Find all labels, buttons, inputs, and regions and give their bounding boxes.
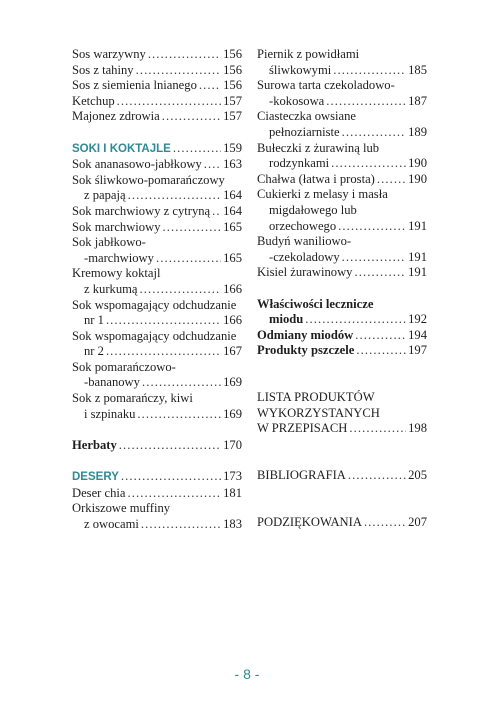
toc-left-column <box>72 47 242 532</box>
toc-entry-majonez[interactable]: Majonez zdrowia ..... 157 <box>72 109 242 125</box>
toc-entry-ciasteczka[interactable]: pełnoziarniste ..... 189 <box>257 125 427 141</box>
spacer <box>257 437 427 453</box>
dot-leader <box>331 156 406 172</box>
toc-entry-lista-produktow[interactable]: W PRZEPISACH ..... 198 <box>257 421 427 437</box>
dot-leader <box>342 125 406 141</box>
dot-leader <box>148 47 221 63</box>
toc-entry-line: Właściwości lecznicze <box>257 296 374 311</box>
toc-entry-deser-chia[interactable]: Deser chia ..... 181 <box>72 486 242 502</box>
toc-entry-budyn[interactable]: -czekoladowy ..... 191 <box>257 250 427 266</box>
toc-entry-line: Sok z pomarańczy, kiwi <box>72 391 193 406</box>
toc-entry-line: Sok jabłkowo- <box>72 235 146 250</box>
dot-leader <box>128 188 222 204</box>
toc-entry-line: Budyń waniliowo- <box>257 234 352 249</box>
dot-leader <box>117 94 221 110</box>
toc-entry-line: Orkiszowe muffiny <box>72 501 171 516</box>
toc-entry-line: Cukierki z melasy i masła <box>257 187 388 202</box>
spacer <box>257 484 427 500</box>
dot-leader <box>338 219 406 235</box>
toc-entry-sok-pomaranczowo[interactable]: -bananowy ..... 169 <box>72 375 242 391</box>
dot-leader <box>136 63 222 79</box>
toc-entry-sok-marchwiowy[interactable]: Sok marchwiowy ..... 165 <box>72 220 242 236</box>
toc-entry-line: Sok pomarańczowo- <box>72 359 176 374</box>
page-number: - 8 - <box>234 666 260 682</box>
spacer <box>72 422 242 438</box>
toc-entry-sok-odchudzanie-2[interactable]: nr 2 ..... 167 <box>72 344 242 360</box>
toc-entry-line: Ciasteczka owsiane <box>257 109 356 124</box>
toc-entry-line: Piernik z powidłami <box>257 47 360 61</box>
toc-entry-ketchup[interactable]: Ketchup ..... 157 <box>72 94 242 110</box>
spacer <box>257 281 427 297</box>
toc-entry-tarta[interactable]: -kokosowa ..... 187 <box>257 94 427 110</box>
toc-entry-sok-sliwkowo[interactable]: z papają ..... 164 <box>72 188 242 204</box>
toc-entry-sok-jablkowo[interactable]: -marchwiowy ..... 165 <box>72 251 242 267</box>
dot-leader <box>119 438 221 454</box>
dot-leader <box>356 343 406 359</box>
toc-entry-cukierki[interactable]: orzechowego ..... 191 <box>257 219 427 235</box>
spacer <box>257 452 427 468</box>
dot-leader <box>199 78 221 94</box>
dot-leader <box>333 63 406 79</box>
dot-leader <box>364 515 406 531</box>
dot-leader <box>142 375 221 391</box>
toc-entry-buleczki[interactable]: rodzynkami ..... 190 <box>257 156 427 172</box>
toc-entry-line: Sok śliwkowo-pomarańczowy <box>72 172 225 187</box>
toc-entry-line: LISTA PRODUKTÓW <box>257 390 375 405</box>
dot-leader <box>163 220 222 236</box>
dot-leader <box>348 468 406 484</box>
toc-entry-sok-marchew-cytryna[interactable]: Sok marchwiowy z cytryną ..... 164 <box>72 204 242 220</box>
toc-entry-wlasciwosci-miodu[interactable]: miodu ..... 192 <box>257 312 427 328</box>
dot-leader <box>212 204 221 220</box>
toc-entry-sos-tahiny[interactable]: Sos z tahiny ..... 156 <box>72 63 242 79</box>
toc-entry-line: WYKORZYSTANYCH <box>257 405 380 420</box>
dot-leader <box>156 251 221 267</box>
toc-entry-line: migdałowego lub <box>269 202 357 217</box>
toc-entry-produkty-pszczele[interactable]: Produkty pszczele ..... 197 <box>257 343 427 359</box>
dot-leader <box>305 312 406 328</box>
spacer <box>72 453 242 469</box>
dot-leader <box>204 157 221 173</box>
toc-right-column <box>257 47 427 530</box>
dot-leader <box>354 265 406 281</box>
dot-leader <box>173 141 221 157</box>
toc-entry-herbaty[interactable]: Herbaty ..... 170 <box>72 438 242 454</box>
dot-leader <box>342 250 406 266</box>
toc-entry-chalwa[interactable]: Chałwa (łatwa i prosta) ..... 190 <box>257 172 427 188</box>
toc-entry-line: Surowa tarta czekoladowo- <box>257 78 395 93</box>
toc-entry-muffiny[interactable]: z owocami ..... 183 <box>72 517 242 533</box>
toc-entry-line: Sok wspomagający odchudzanie <box>72 297 237 312</box>
toc-entry-sos-siemienia[interactable]: Sos z siemienia lnianego ..... 156 <box>72 78 242 94</box>
dot-leader <box>140 282 222 298</box>
dot-leader <box>106 313 221 329</box>
toc-entry-sok-ananas[interactable]: Sok ananasowo-jabłkowy ..... 163 <box>72 157 242 173</box>
dot-leader <box>137 407 221 423</box>
dot-leader <box>355 328 406 344</box>
dot-leader <box>121 469 221 485</box>
toc-entry-line: Kremowy koktajl <box>72 266 161 281</box>
toc-entry-piernik[interactable]: śliwkowymi ..... 185 <box>257 63 427 79</box>
toc-entry-sok-odchudzanie-1[interactable]: nr 1 ..... 166 <box>72 313 242 329</box>
dot-leader <box>128 486 222 502</box>
toc-entry-sos-warzywny[interactable]: Sos warzywny ..... 156 <box>72 47 242 63</box>
toc-section-desery[interactable]: DESERY ..... 173 <box>72 469 242 486</box>
toc-entry-podziekowania[interactable]: PODZIĘKOWANIA ..... 207 <box>257 515 427 531</box>
dot-leader <box>326 94 406 110</box>
spacer <box>72 125 242 141</box>
spacer <box>257 359 427 375</box>
toc-section-soki-koktajle[interactable]: SOKI I KOKTAJLE ..... 159 <box>72 141 242 158</box>
dot-leader <box>141 517 221 533</box>
dot-leader <box>377 172 406 188</box>
toc-entry-kisiel[interactable]: Kisiel żurawinowy ..... 191 <box>257 265 427 281</box>
toc-entry-line: Sok wspomagający odchudzanie <box>72 328 237 343</box>
toc-entry-line: Bułeczki z żurawiną lub <box>257 140 380 155</box>
spacer <box>257 374 427 390</box>
dot-leader <box>106 344 221 360</box>
toc-entry-odmiany-miodow[interactable]: Odmiany miodów ..... 194 <box>257 328 427 344</box>
toc-entry-sok-kiwi[interactable]: i szpinaku ..... 169 <box>72 407 242 423</box>
toc-entry-bibliografia[interactable]: BIBLIOGRAFIA ..... 205 <box>257 468 427 484</box>
dot-leader <box>349 421 406 437</box>
toc-entry-koktajl-kurkuma[interactable]: z kurkumą ..... 166 <box>72 282 242 298</box>
spacer <box>257 499 427 515</box>
dot-leader <box>162 109 221 125</box>
